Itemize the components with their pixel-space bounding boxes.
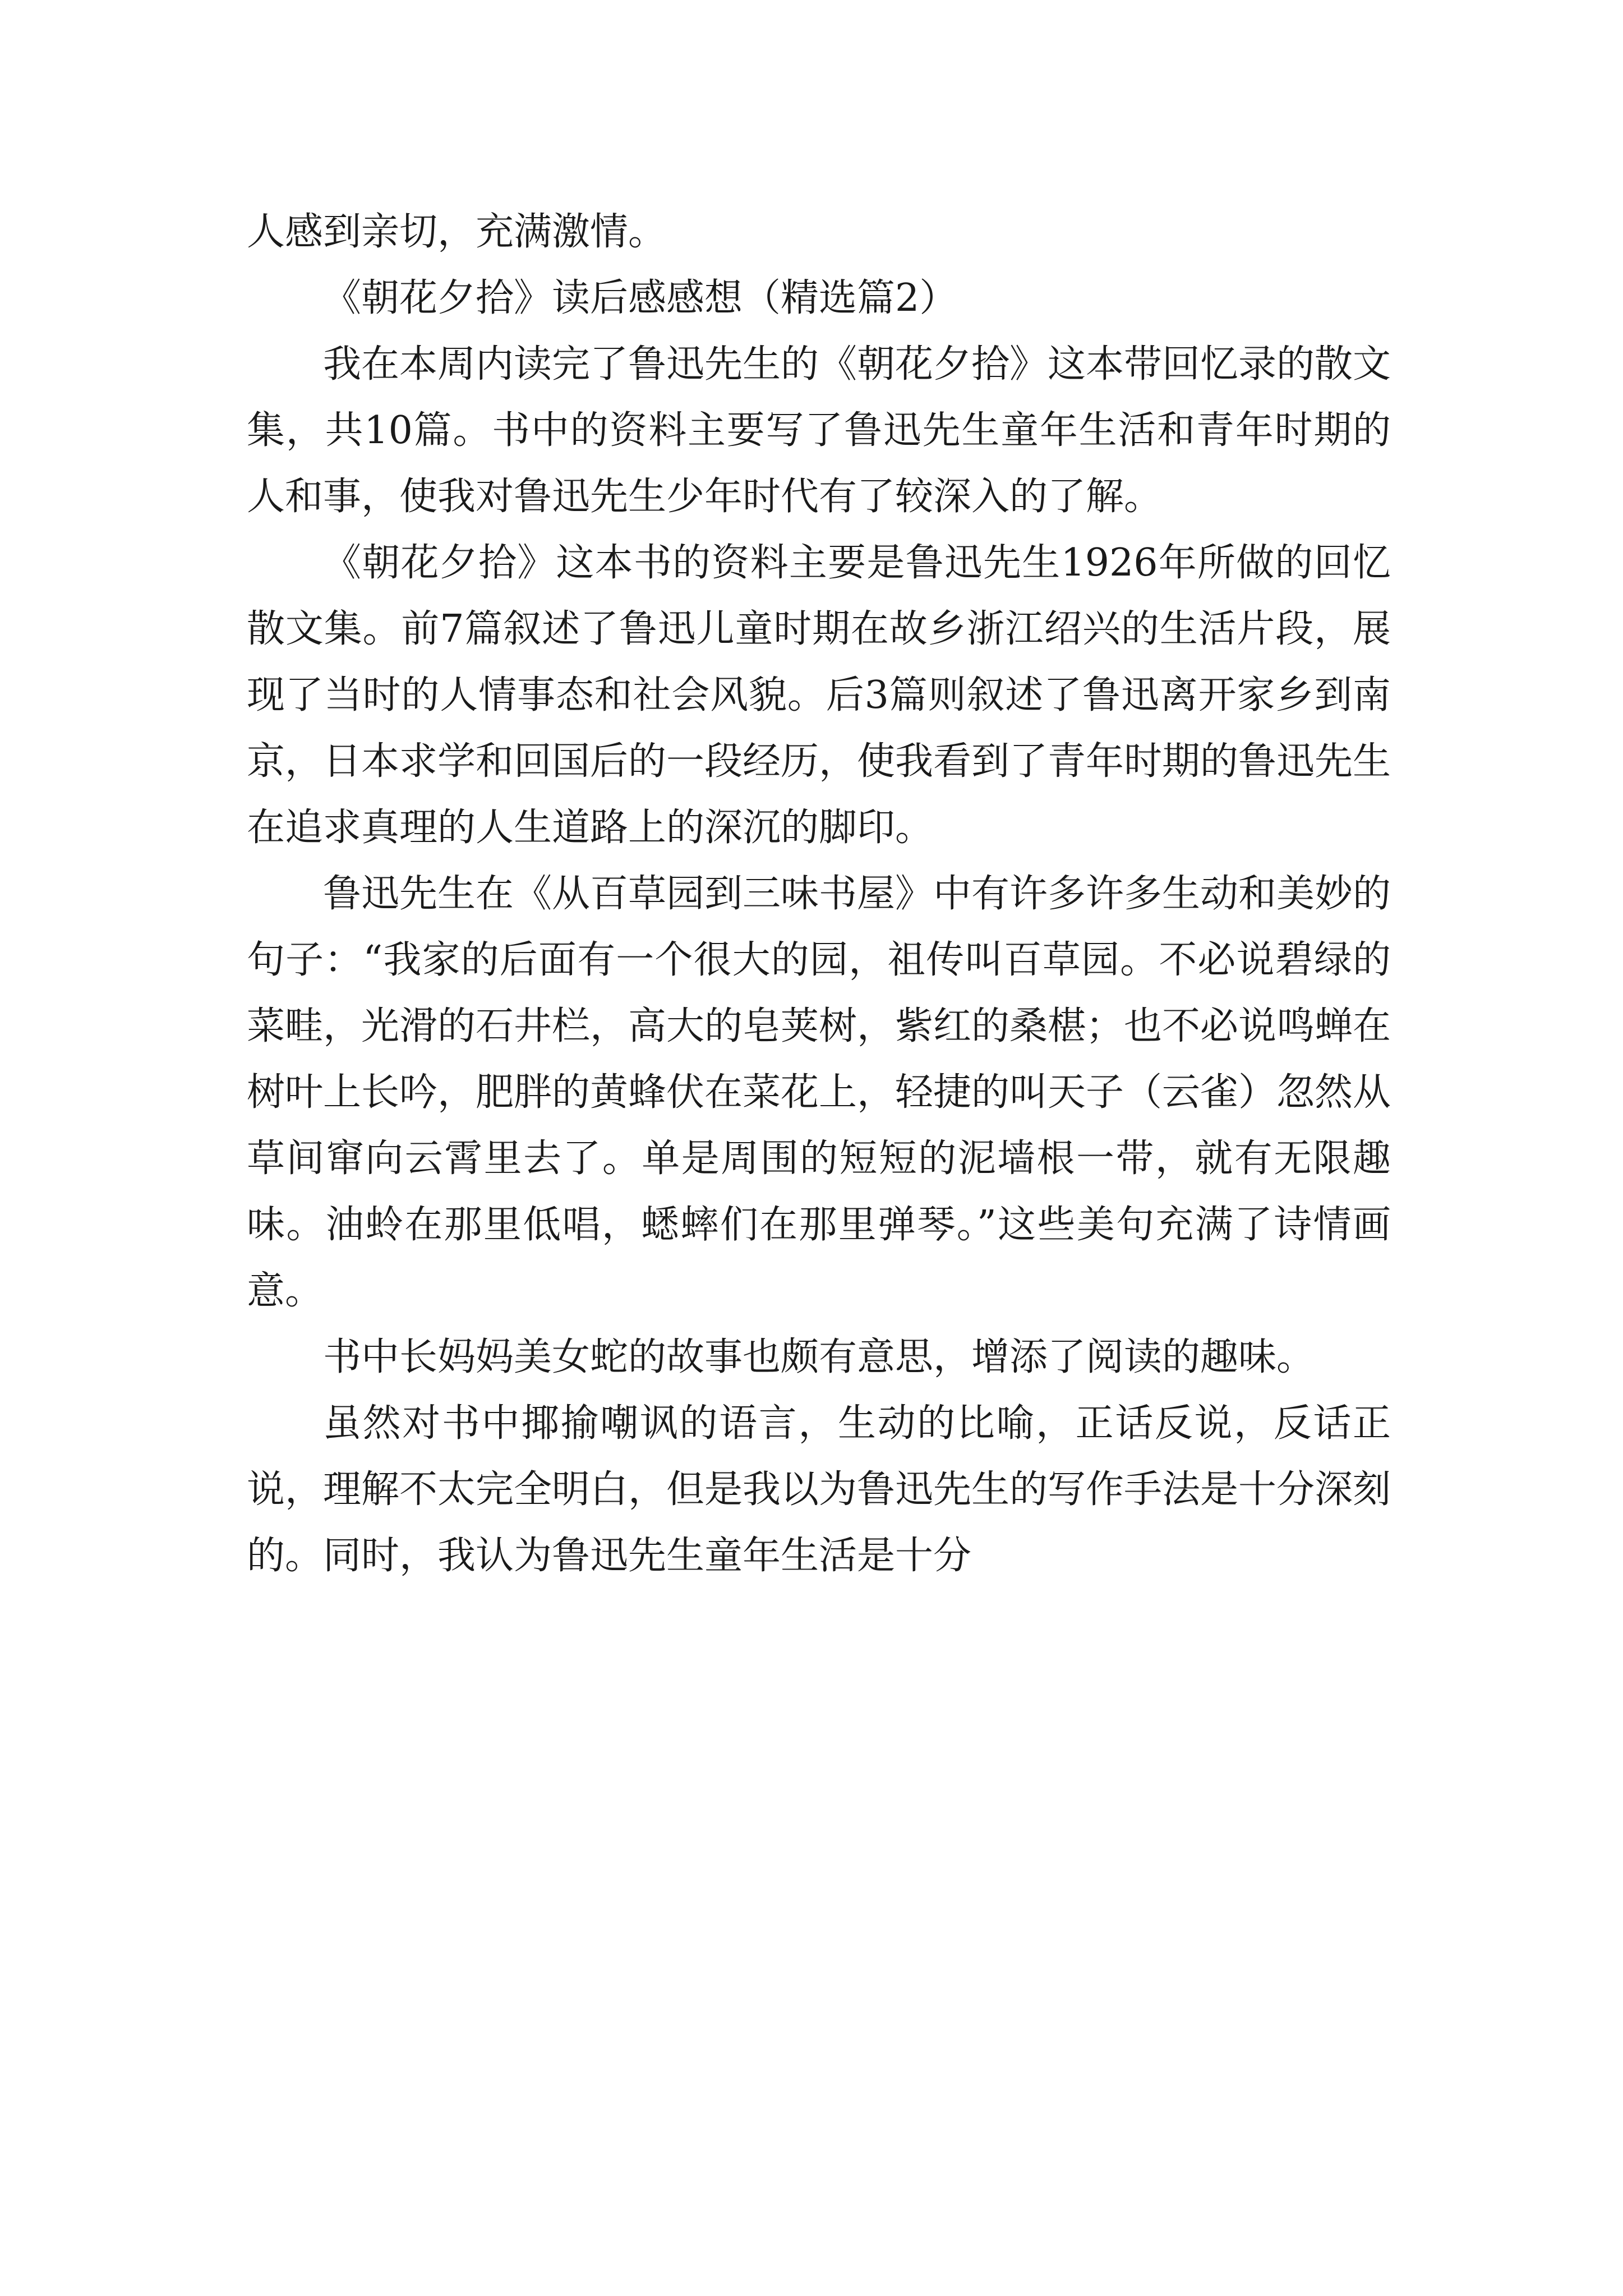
paragraph: 我在本周内读完了鲁迅先生的《朝花夕拾》这本带回忆录的散文集，共10篇。书中的资料主要写了鲁迅先生童年生活和青年时期的人和事，使我对鲁迅先生少年时代有了较深入的了解。 xyxy=(247,342,1391,519)
section-heading: 《朝花夕拾》读后感感想（精选篇2） xyxy=(323,276,958,320)
paragraph-continuation: 人感到亲切，充满激情。 xyxy=(247,210,667,254)
paragraph: 书中长妈妈美女蛇的故事也颇有意思，增添了阅读的趣味。 xyxy=(323,1335,1315,1379)
paragraph: 《朝花夕拾》这本书的资料主要是鲁迅先生1926年所做的回忆散文集。前7篇叙述了鲁迅儿童时期在故乡浙江绍兴的生活片段，展现了当时的人情事态和社会风貌。后3篇则叙述了鲁迅离开家乡到南京，日本求学和回国后的一段经历，使我看到了青年时期的鲁迅先生在追求真理的人生道路上的深沉的脚印。 xyxy=(247,541,1391,850)
paragraph: 鲁迅先生在《从百草园到三味书屋》中有许多许多生动和美妙的句子：“我家的后面有一个很大的园，祖传叫百草园。不必说碧绿的菜畦，光滑的石井栏，高大的皂荚树，紫红的桑椹；也不必说鸣蝉在树叶上长吟，肥胖的黄蜂伏在菜花上，轻捷的叫天子（云雀）忽然从草间窜向云霄里去了。单是周围的短短的泥墙根一带，就有无限趣味。油蛉在那里低唱，蟋蟀们在那里弹琴。”这些美句充满了诗情画意。 xyxy=(247,872,1391,1313)
document-body xyxy=(247,199,1391,1589)
paragraph: 虽然对书中揶揄嘲讽的语言，生动的比喻，正话反说，反话正说，理解不太完全明白，但是我以为鲁迅先生的写作手法是十分深刻的。同时，我认为鲁迅先生童年生活是十分 xyxy=(247,1401,1391,1578)
